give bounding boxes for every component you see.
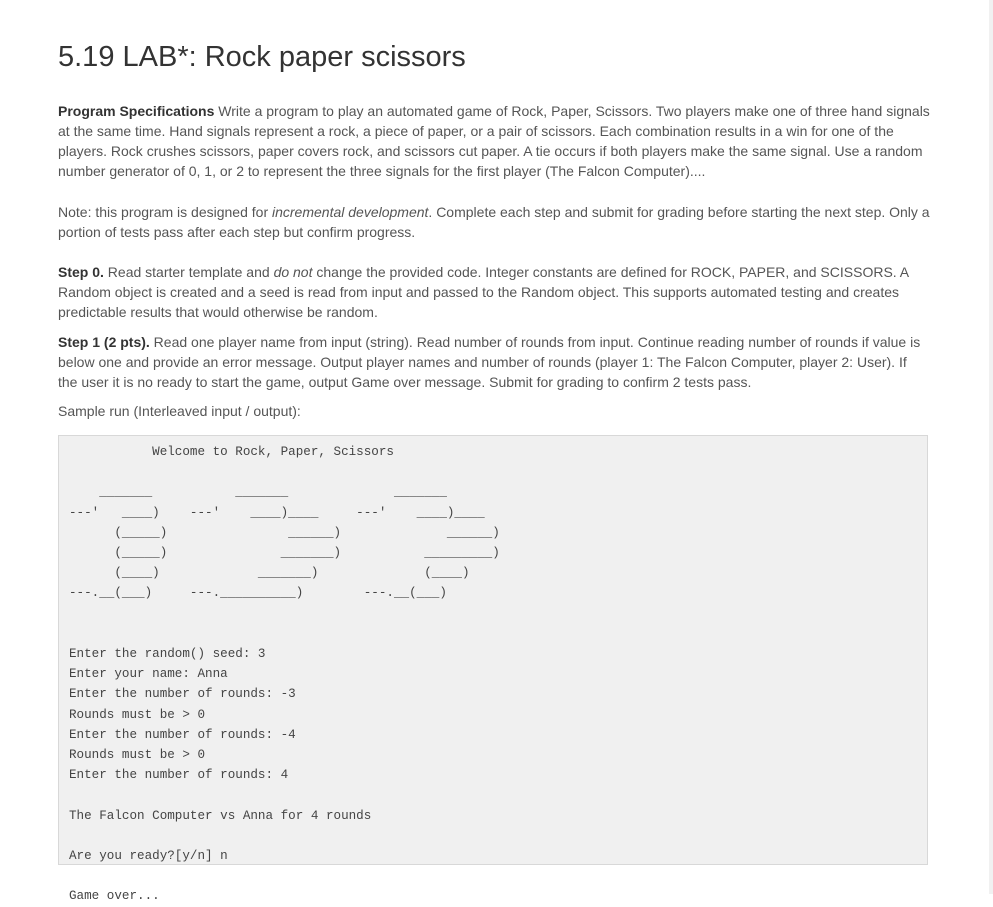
incremental-note — [58, 202, 930, 242]
console-line: ---.__(___) ---.__________) ---.__(___) — [69, 586, 447, 601]
step0-italic: do not — [273, 264, 313, 280]
step-0 — [58, 262, 930, 322]
console-line: Enter the number of rounds: 4 — [69, 768, 289, 783]
console-line: Game over... — [69, 889, 160, 904]
step0-after: change the provided code. Integer constants are defined for ROCK, PAPER, and SCISSORS. A Random object is created and a seed is read from input and passed to the Random object. This supports automated testing and creates predictable results that would otherwise be random. — [58, 264, 909, 320]
sample-run-label: Sample run (Interleaved input / output): — [58, 403, 301, 419]
page-title: 5.19 LAB*: Rock paper scissors — [58, 41, 466, 73]
console-line: (____) _______) (____) — [69, 566, 470, 581]
step0-before: Read starter template and — [103, 264, 274, 280]
note-italic: incremental development — [272, 204, 429, 220]
console-output — [69, 442, 500, 907]
console-line: Enter the number of rounds: -4 — [69, 727, 296, 742]
note-before: Note: this program is designed for — [58, 204, 272, 220]
console-line: Rounds must be > 0 — [69, 707, 206, 722]
note-after: . Complete each step and submit for grading before starting the next step. Only a portion of tests pass after each step but confirm progress. — [58, 204, 930, 240]
step1-text: Read one player name from input (string). Read number of rounds from input. Continue reading number of rounds if value is below one and provide an error message. Output player names and number of rounds (player 1: The Falcon Computer, player 2: User). If the user it is no ready to start the game, output Game over message. Submit for grading to confirm 2 tests pass. — [58, 334, 921, 390]
console-line: Enter the number of rounds: -3 — [69, 687, 296, 702]
console-line: Are you ready?[y/n] n — [69, 849, 228, 864]
spec-text: Write a program to play an automated game of Rock, Paper, Scissors. Two players make one of three hand signals at the same time. Hand signals represent a rock, a piece of paper, or a pair of scissors. Each combination results in a win for one of the players. Rock crushes scissors, paper covers rock, and scissors cut paper. A tie occurs if both players make the same signal. Use a random number generator of 0, 1, or 2 to represent the three signals for the first player (The Falcon Computer).... — [58, 103, 930, 179]
console-line: Enter your name: Anna — [69, 667, 228, 682]
scrollbar[interactable] — [989, 0, 993, 894]
console-line: (_____) ______) ______) — [69, 525, 500, 540]
console-line: (_____) _______) _________) — [69, 546, 500, 561]
console-line: _______ _______ _______ — [69, 485, 447, 500]
console-line: The Falcon Computer vs Anna for 4 rounds — [69, 808, 372, 823]
console-line: ---' ____) ---' ____)____ ---' ____)____ — [69, 505, 485, 520]
program-specifications — [58, 101, 930, 181]
sample-run-console — [58, 435, 928, 904]
step1-label: Step 1 (2 pts). — [58, 334, 150, 350]
console-line: Welcome to Rock, Paper, Scissors — [69, 445, 394, 459]
console-line: Rounds must be > 0 — [69, 748, 206, 763]
step-1 — [58, 332, 930, 392]
console-line: Enter the random() seed: 3 — [69, 647, 266, 662]
spec-label: Program Specifications — [58, 103, 215, 119]
step0-label: Step 0. — [58, 264, 104, 280]
